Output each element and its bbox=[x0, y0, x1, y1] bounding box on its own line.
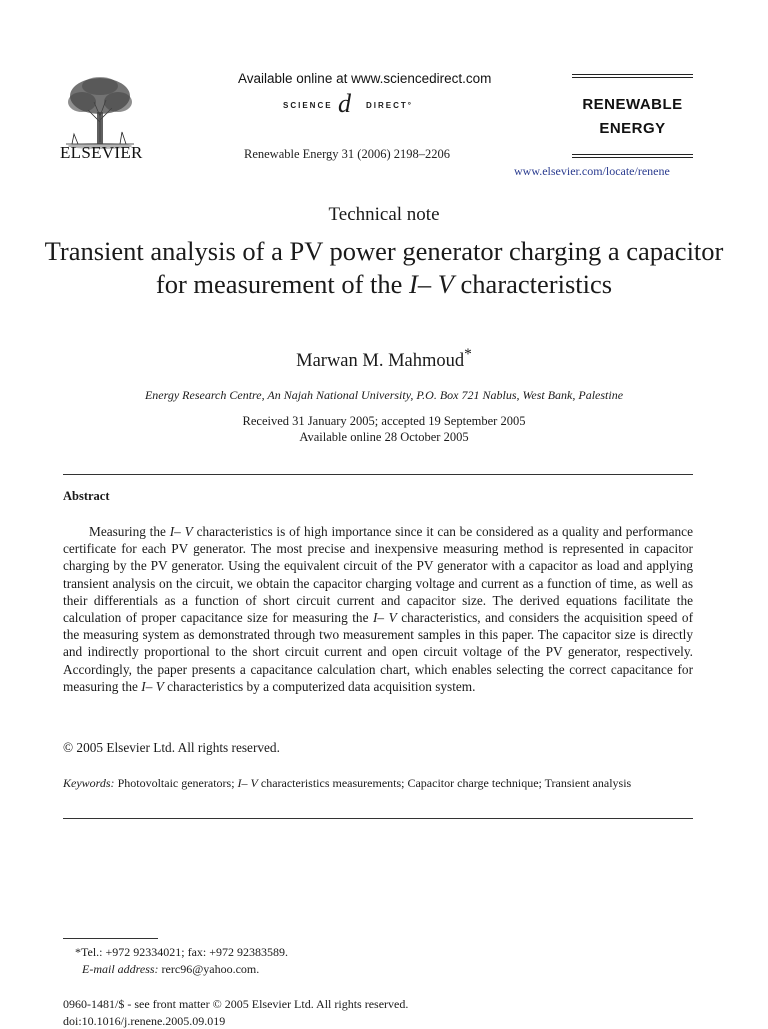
footnote-rule bbox=[63, 938, 158, 939]
abstract-text: characteristics by a computerized data acquisition system. bbox=[163, 678, 476, 694]
journal-citation: Renewable Energy 31 (2006) 2198–2206 bbox=[244, 147, 450, 161]
title-text-2: characteristics bbox=[453, 269, 613, 299]
front-matter-notice: 0960-1481/$ - see front matter © 2005 Elsevier Ltd. All rights reserved. bbox=[63, 997, 409, 1011]
publisher-name: ELSEVIER bbox=[60, 143, 143, 162]
abstract-text: characteristics is of high importance since it can be considered as a quality and performance certificate for each PV generator. The most precise and inexpensive measuring method is represented in capacitor charging by the PV generator. Using the equivalent circuit of the PV generator with a capacitor as load and applying transient analysis on the circuit, we obtain the capacitor charging voltage and current as a function of time, as well as their differentials as a function of short circuit current and capacitor size. The derived equations facilitate the calculation of proper capacitance size for measuring the bbox=[63, 524, 693, 626]
received-dates: Received 31 January 2005; accepted 19 September 2005 bbox=[242, 414, 526, 428]
journal-name-line2: ENERGY bbox=[599, 120, 666, 137]
available-online-link[interactable]: Available online at www.sciencedirect.com bbox=[238, 71, 492, 86]
footnote-email bbox=[82, 962, 259, 977]
journal-rule bbox=[572, 77, 693, 78]
abstract-iv: I– V bbox=[141, 678, 164, 694]
abstract-iv: I– V bbox=[373, 610, 397, 626]
abstract-bottom-rule bbox=[63, 818, 693, 819]
title-iv: I– V bbox=[409, 269, 454, 299]
sciencedirect-logo-right: DIRECT° bbox=[366, 101, 413, 110]
title-text-1: Transient analysis of a PV power generator charging a capacitor for measurement of the bbox=[44, 236, 724, 299]
author-affiliation: Energy Research Centre, An Najah National University, P.O. Box 721 Nablus, West Bank, Palestine bbox=[144, 388, 624, 402]
journal-url-link[interactable]: www.elsevier.com/locate/renene bbox=[514, 164, 670, 178]
abstract-paragraph bbox=[63, 523, 693, 695]
keywords-text: characteristics measurements; Capacitor charge technique; Transient analysis bbox=[257, 776, 632, 790]
abstract-copyright: © 2005 Elsevier Ltd. All rights reserved. bbox=[63, 740, 280, 755]
footnote-contact: *Tel.: +972 92334021; fax: +972 92383589. bbox=[75, 945, 289, 959]
abstract-body bbox=[63, 523, 693, 695]
sciencedirect-logo-left: SCIENCE bbox=[283, 101, 333, 110]
keywords-text: Photovoltaic generators; bbox=[114, 776, 238, 790]
email-address-link[interactable]: rerc96@yahoo.com. bbox=[158, 962, 260, 976]
author-text: Marwan M. Mahmoud bbox=[296, 351, 465, 372]
abstract-text: Measuring the bbox=[89, 524, 170, 539]
keywords-iv: I– V bbox=[237, 776, 258, 790]
journal-rule bbox=[572, 74, 693, 75]
paper-title bbox=[40, 235, 728, 301]
article-type: Technical note bbox=[328, 204, 440, 225]
author-name bbox=[0, 346, 768, 372]
keywords-label: Keywords: bbox=[63, 776, 115, 790]
journal-rule bbox=[572, 154, 693, 155]
sciencedirect-logo-mark: d bbox=[338, 89, 351, 118]
abstract-text: characteristics, and considers the acquisition speed of the measuring system as demonstrated through two measurement samples in this paper. The capacitor size is directly and indirectly proportional to the short circuit current and open circuit voltage of the PV generator, respectively. Accordingly, the paper presents a capacitance calculation chart, which enables selecting the correct capacitance for measuring the bbox=[63, 610, 694, 694]
abstract-heading: Abstract bbox=[63, 489, 110, 503]
doi-link[interactable]: doi:10.1016/j.renene.2005.09.019 bbox=[63, 1014, 226, 1028]
email-label: E-mail address: bbox=[82, 962, 159, 976]
keywords bbox=[63, 775, 693, 791]
author-footnote-mark[interactable]: * bbox=[464, 346, 472, 363]
journal-name-line1: RENEWABLE bbox=[582, 96, 683, 113]
journal-rule bbox=[572, 157, 693, 158]
available-online-date: Available online 28 October 2005 bbox=[299, 430, 469, 444]
abstract-iv: I– V bbox=[169, 524, 193, 539]
abstract-top-rule bbox=[63, 474, 693, 475]
